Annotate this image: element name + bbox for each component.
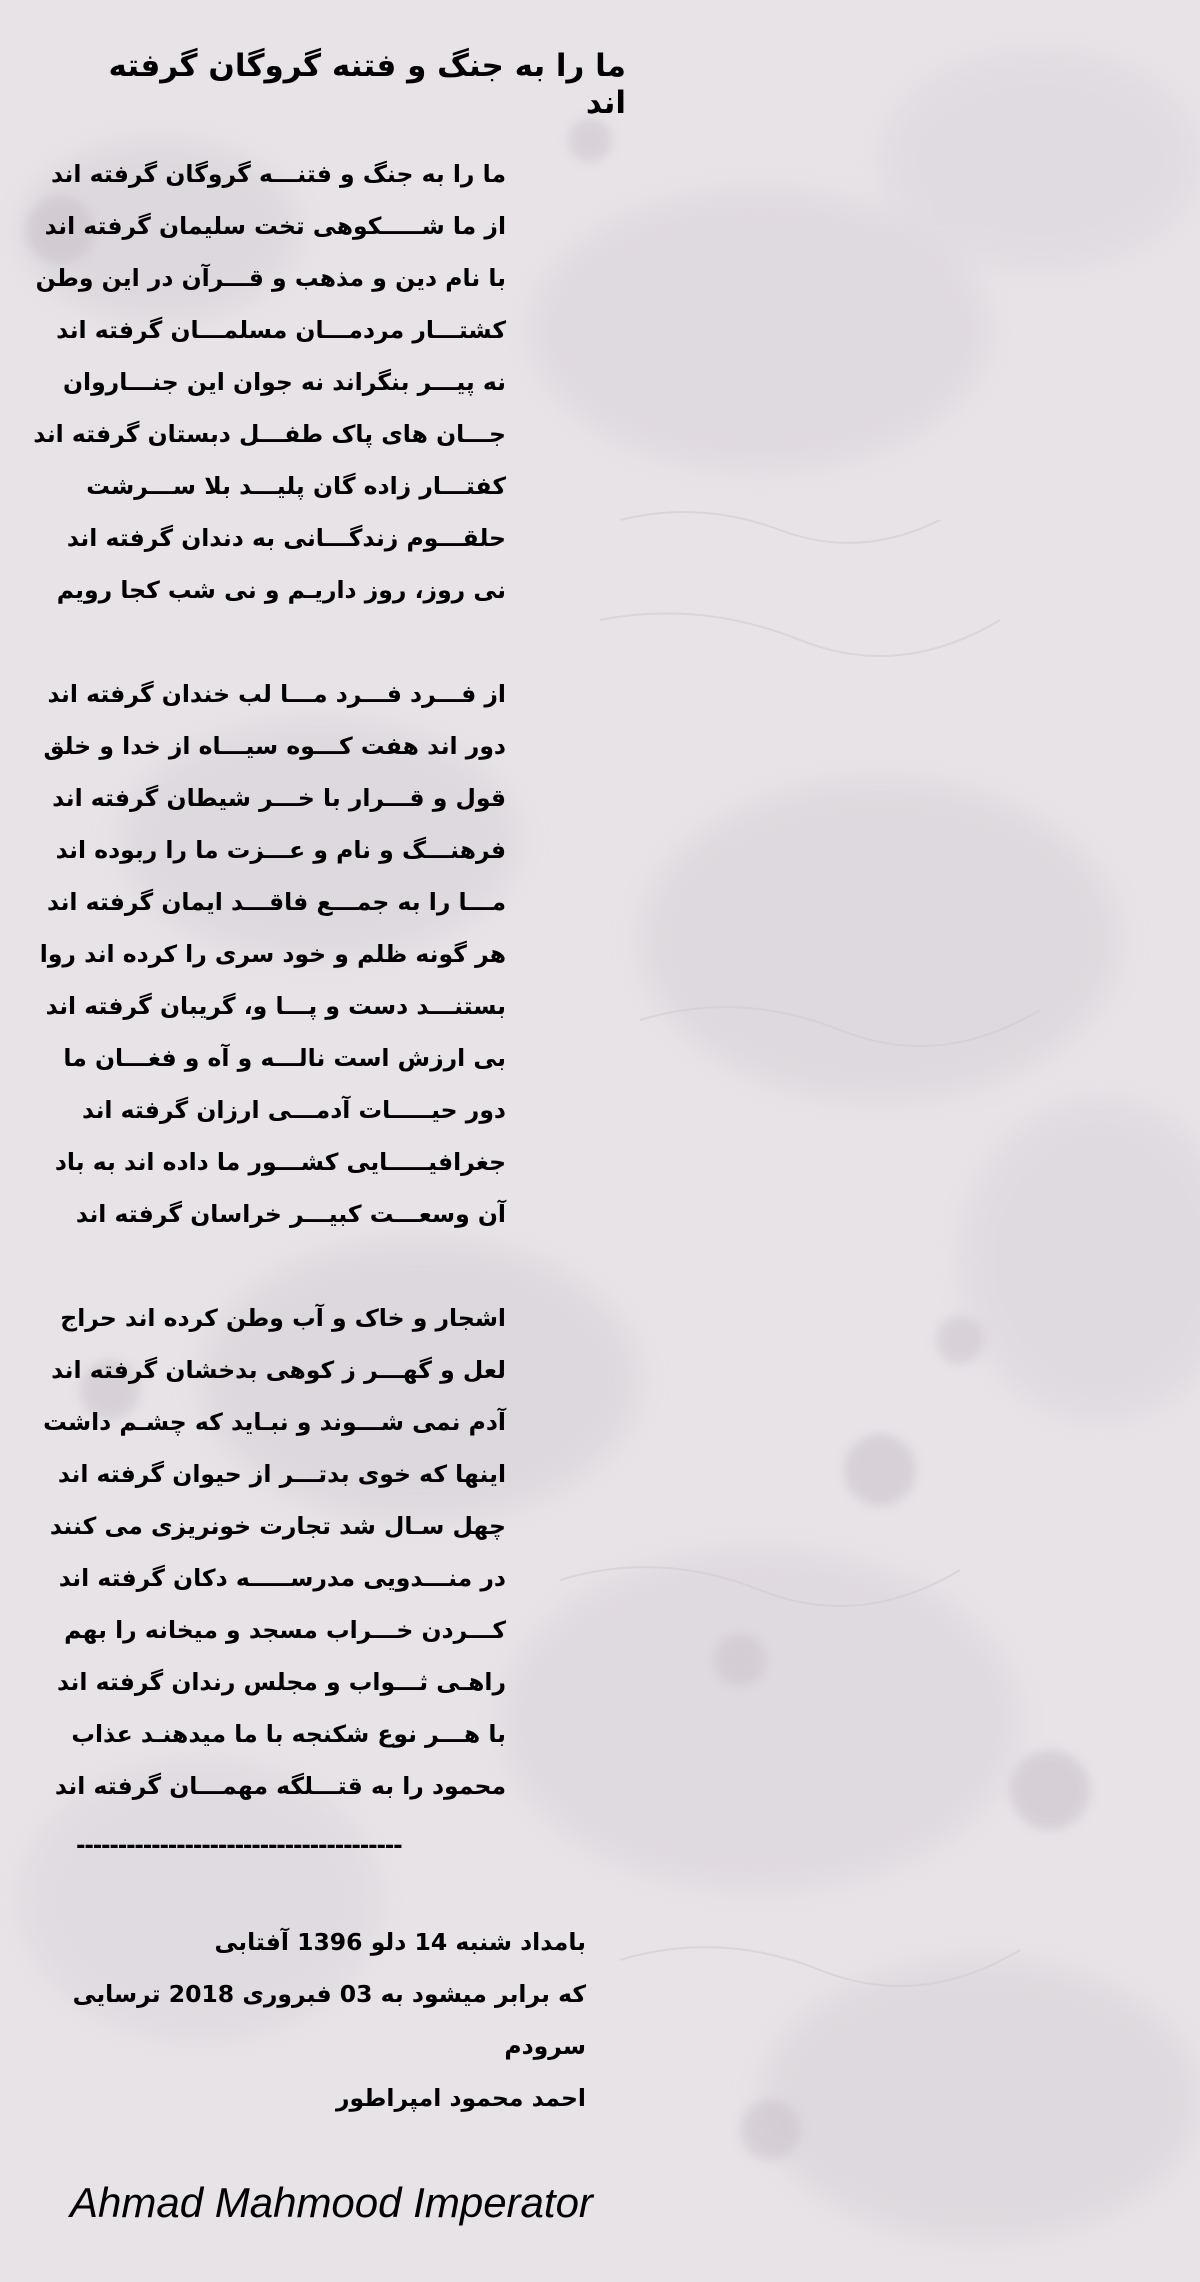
stanza-2: [39, 668, 506, 1240]
poem-line: بستنـــد دست و پـــا و، گریبان گرفته اند: [45, 992, 506, 1020]
stanza-1: [33, 148, 506, 616]
poem-line: کـــردن خـــراب مسجد و میخانه را بهم: [64, 1616, 506, 1644]
poem-line: بی ارزش است نالـــه و آه و فغـــان ما: [63, 1044, 506, 1072]
poem-line: لعل و گهـــر ز کوهی بدخشان گرفته اند: [51, 1356, 506, 1384]
poem-line: آدم نمی شـــوند و نبـاید که چشـم داشت: [43, 1408, 506, 1436]
poem-line: چهل سـال شد تجارت خونریزی می کنند: [49, 1512, 506, 1540]
poem-line: دور اند هفت کـــوه سیـــاه از خدا و خلق: [43, 732, 506, 760]
poem-line: جـــان های پاک طفـــل دبستان گرفته اند: [33, 420, 506, 448]
poem-line: با هـــر نوع شکنجه با ما میدهنـد عذاب: [71, 1720, 506, 1748]
date-conversion-line: که برابر میشود به 03 فبروری 2018 ترسایی: [72, 1980, 586, 2008]
poem-line: با نام دین و مذهب و قـــرآن در این وطن: [35, 264, 506, 292]
poem-line: محمود را به قتـــلگه مهمـــان گرفته اند: [54, 1772, 506, 1800]
poem-line: از فـــرد فـــرد مـــا لب خندان گرفته اند: [47, 680, 506, 708]
poem-line: اشجار و خاک و آب وطن کرده اند حراج: [60, 1304, 506, 1332]
author-signature: Ahmad Mahmood Imperator: [70, 2179, 593, 2226]
poem-line: در منـــدویی مدرســـــه دکان گرفته اند: [58, 1564, 506, 1592]
poem-body: [33, 148, 506, 1864]
poem-line: هر گونه ظلم و خود سری را کرده اند روا: [39, 940, 506, 968]
poem-line: ما را به جنگ و فتنـــه گروگان گرفته اند: [50, 160, 506, 188]
page-title: ما را به جنگ و فتنه گروگان گرفته اند: [108, 48, 626, 122]
poem-line: مـــا را به جمـــع فاقـــد ایمان گرفته اند: [47, 888, 506, 916]
poem-line: فرهنـــگ و نام و عـــزت ما را ربوده اند: [55, 836, 506, 864]
poem-line: قول و قـــرار با خـــر شیطان گرفته اند: [52, 784, 506, 812]
stanza-3: [43, 1292, 506, 1812]
author-name: احمد محمود امپراطور: [336, 2084, 586, 2112]
poem-line: حلقـــوم زندگـــانی به دندان گرفته اند: [66, 524, 506, 552]
separator-line: ---------------------------------------: [76, 1833, 402, 1859]
poem-line: نه پیـــر بنگراند نه جوان این جنـــاروان: [62, 368, 506, 396]
poem-line: راهـی ثـــواب و مجلس رندان گرفته اند: [56, 1668, 506, 1696]
composed-line: سرودم: [504, 2032, 586, 2060]
poem-line: نی روز، روز داریـم و نی شب کجا رویم: [56, 576, 506, 604]
poem-line: کفتـــار زاده گان پلیـــد بلا ســـرشت: [86, 472, 506, 500]
poem-line: از ما شـــــکوهی تخت سلیمان گرفته اند: [44, 212, 506, 240]
poem-line: کشتـــار مردمـــان مسلمـــان گرفته اند: [56, 316, 506, 344]
poem-line: اینها که خوی بدتـــر از حیوان گرفته اند: [57, 1460, 506, 1488]
date-line: بامداد شنبه 14 دلو 1396 آفتابی: [214, 1928, 586, 1956]
poem-line: دور حیـــــات آدمـــی ارزان گرفته اند: [82, 1096, 506, 1124]
poem-line: آن وسعـــت کبیـــر خراسان گرفته اند: [75, 1200, 506, 1228]
poem-line: جغرافیـــــایی کشـــور ما داده اند به باد: [54, 1148, 506, 1176]
poem-footer: [66, 1916, 586, 2124]
